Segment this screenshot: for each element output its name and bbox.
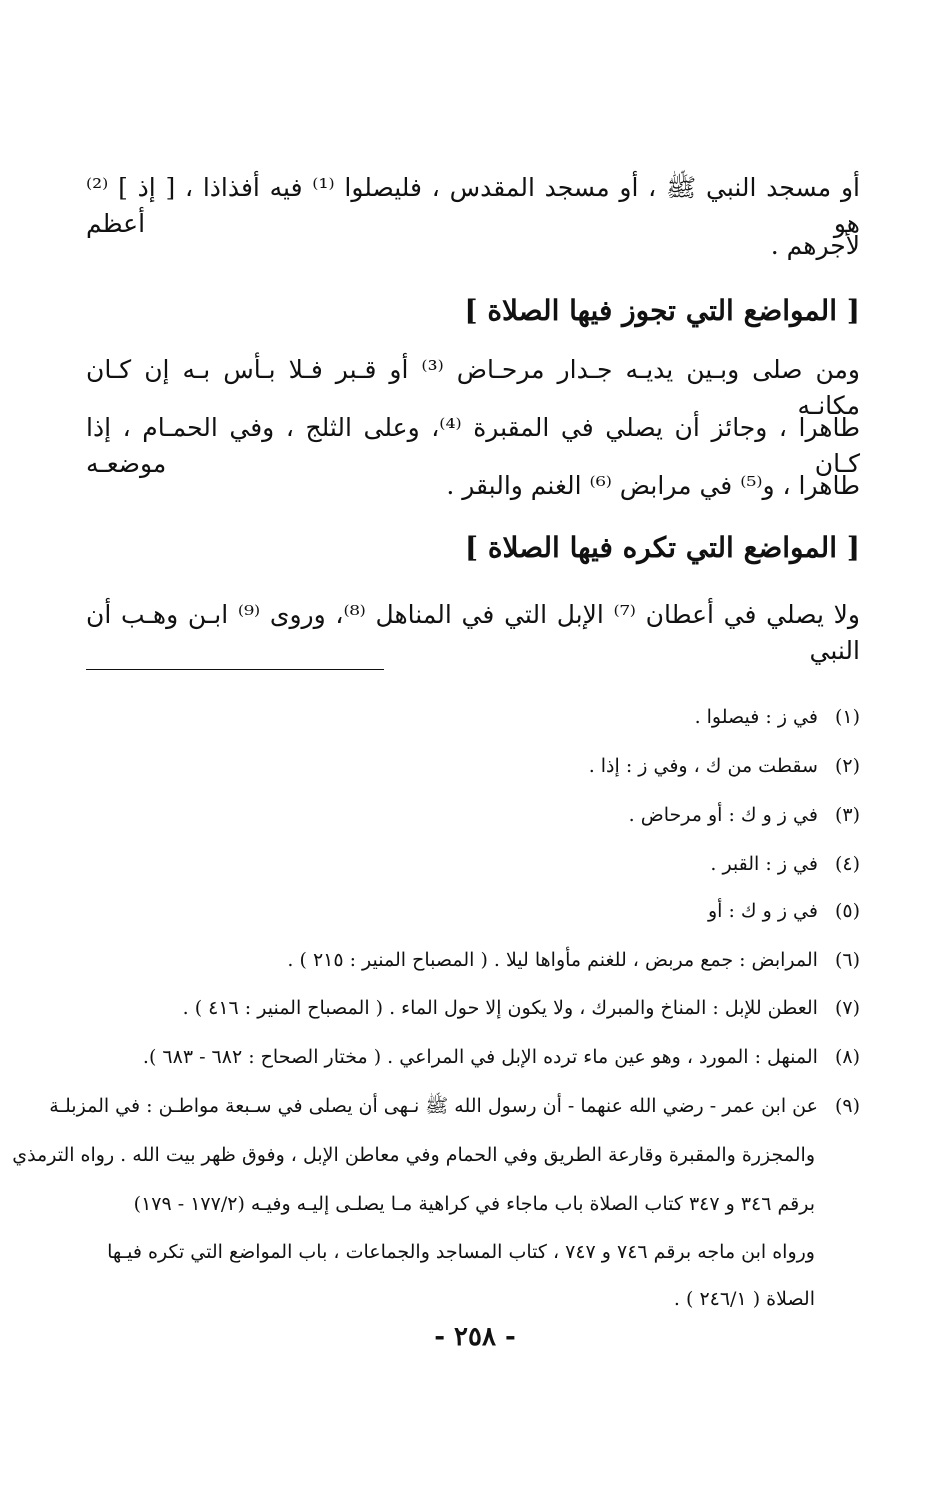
footnote-text: عن ابن عمر - رضي الله عنهما - أن رسول الله ﷺ نـهى أن يصلى في سـبعة مواطـن : في المزبلـة	[49, 1095, 818, 1117]
footnote-5	[86, 897, 860, 925]
footnote-text: العطن للإبل : المناخ والمبرك ، ولا يكون إلا حول الماء . ( المصباح المنير : ٤١٦ ) .	[182, 997, 818, 1019]
footnote-number: (٥)	[834, 900, 860, 922]
footnote-8	[86, 1043, 860, 1071]
body-line-4: طاهرا ، وجائز أن يصلي في المقبرة ⁽⁴⁾، وعلى الثلج ، وفي الحمـام ، إذا كـان موضعـه	[86, 413, 860, 478]
footnote-number: (٢)	[834, 755, 860, 777]
footnote-1	[86, 703, 860, 731]
footnote-9-line-4: ورواه ابن ماجه برقم ٧٤٦ و ٧٤٧ ، كتاب المساجد والجماعات ، باب المواضع التي تكره فيـها	[107, 1241, 815, 1263]
footnote-number: (٣)	[834, 804, 860, 826]
section-heading-permitted: [ المواضع التي تجوز فيها الصلاة ]	[464, 294, 860, 327]
footnote-text: في ز : القبر .	[710, 853, 818, 875]
footnote-9	[49, 1092, 860, 1120]
footnote-text: المنهل : المورد ، وهو عين ماء ترده الإبل في المراعي . ( مختار الصحاح : ٦٨٢ - ٦٨٣ ).	[142, 1046, 818, 1068]
footnote-7	[86, 994, 860, 1022]
footnote-separator	[86, 669, 384, 670]
body-line-5: طاهرا ، و⁽⁵⁾ في مرابض ⁽⁶⁾ الغنم والبقر .	[446, 471, 860, 500]
footnote-text: في ز و ك : أو	[707, 900, 818, 922]
footnote-number: (٨)	[834, 1046, 860, 1068]
body-line-3: ومن صلى وبـين يديـه جـدار مرحـاض ⁽³⁾ أو قـبر فـلا بـأس بـه إن كـان مكانـه	[86, 355, 861, 420]
footnote-text: في ز : فيصلوا .	[694, 706, 818, 728]
body-line-1: أو مسجد النبي ﷺ ، أو مسجد المقدس ، فليصلوا ⁽¹⁾ فيه أفذاذا ، [ إذ ] ⁽²⁾ هو أعظم	[86, 173, 860, 238]
section-heading-disliked: [ المواضع التي تكره فيها الصلاة ]	[464, 531, 860, 564]
footnote-number: (١)	[834, 706, 860, 728]
footnote-text: في ز و ك : أو مرحاض .	[628, 804, 818, 826]
footnote-2	[86, 752, 860, 780]
footnote-9-line-3: برقم ٣٤٦ و ٣٤٧ كتاب الصلاة باب ماجاء في كراهية مـا يصلـى إليـه وفيـه (١٧٧/٢ - ١٧٩)	[133, 1193, 815, 1215]
page-number: - ٢٥٨ -	[434, 1322, 516, 1352]
footnote-number: (٩)	[834, 1095, 860, 1117]
footnote-4	[86, 850, 860, 878]
footnote-text: سقطت من ك ، وفي ز : إذا .	[588, 755, 818, 777]
footnote-number: (٤)	[834, 853, 860, 875]
body-line-2: لأجرهم .	[770, 231, 860, 260]
body-line-6: ولا يصلي في أعطان ⁽⁷⁾ الإبل التي في المناهل ⁽⁸⁾، وروى ⁽⁹⁾ ابـن وهـب أن النبي	[86, 600, 860, 665]
footnote-6	[86, 946, 860, 974]
footnote-3	[86, 801, 860, 829]
footnote-9-line-2: والمجزرة والمقبرة وقارعة الطريق وفي الحمام وفي معاطن الإبل ، وفوق ظهر بيت الله . رواه الترمذي	[12, 1144, 815, 1166]
footnote-9-line-5: الصلاة ( ٢٤٦/١ ) .	[673, 1288, 815, 1310]
footnote-number: (٧)	[834, 997, 860, 1019]
footnote-text: المرابض : جمع مربض ، للغنم مأواها ليلا . ( المصباح المنير : ٢١٥ ) .	[287, 949, 818, 971]
footnote-number: (٦)	[834, 949, 860, 971]
